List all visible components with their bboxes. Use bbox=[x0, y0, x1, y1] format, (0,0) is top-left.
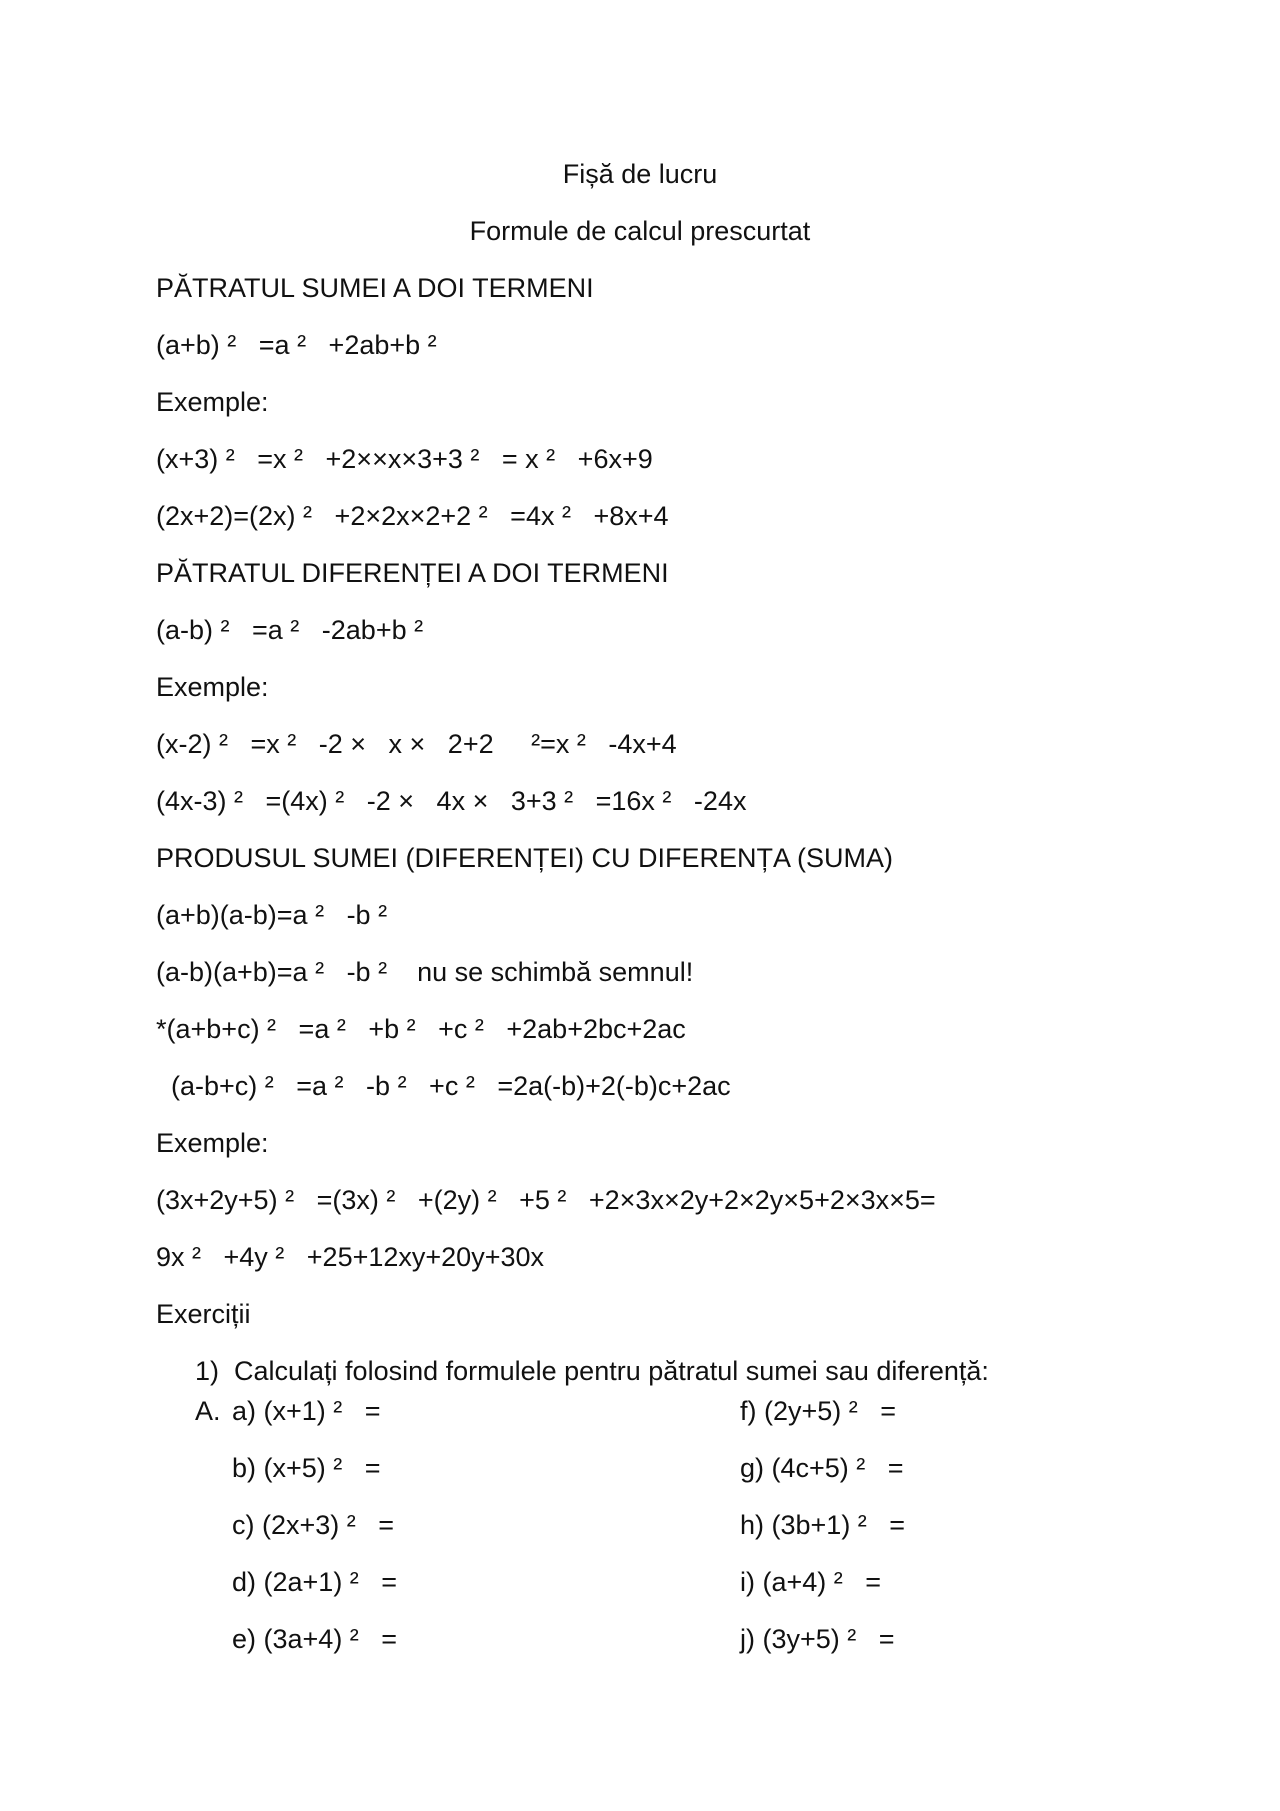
section-heading-product: PRODUSUL SUMEI (DIFERENȚEI) CU DIFERENȚA (SUMA) bbox=[156, 843, 894, 873]
example-line: (x-2) ² =x ² -2 × x × 2+2 ²=x ² -4x+4 bbox=[156, 729, 677, 759]
formula-square-difference: (a-b) ² =a ² -2ab+b ² bbox=[156, 615, 424, 645]
exercise-item: b) (x+5) ² = bbox=[232, 1453, 381, 1483]
exercise-item: e) (3a+4) ² = bbox=[232, 1624, 398, 1654]
formula-trinomial-square: *(a+b+c) ² =a ² +b ² +c ² +2ab+2bc+2ac bbox=[156, 1014, 686, 1044]
exercise-item: d) (2a+1) ² = bbox=[232, 1567, 398, 1597]
example-line: (4x-3) ² =(4x) ² -2 × 4x × 3+3 ² =16x ² -24x bbox=[156, 786, 747, 816]
formula-product-note: (a-b)(a+b)=a ² -b ² nu se schimbă semnul! bbox=[156, 957, 694, 987]
example-line: (x+3) ² =x ² +2××x×3+3 ² = x ² +6x+9 bbox=[156, 444, 653, 474]
examples-label: Exemple: bbox=[156, 672, 269, 702]
exercise-item: f) (2y+5) ² = bbox=[740, 1396, 897, 1426]
exercise-item: c) (2x+3) ² = bbox=[232, 1510, 395, 1540]
formula-product: (a+b)(a-b)=a ² -b ² bbox=[156, 900, 388, 930]
formula-trinomial-square: (a-b+c) ² =a ² -b ² +c ² =2a(-b)+2(-b)c+2ac bbox=[156, 1071, 731, 1101]
page-title: Fișă de lucru bbox=[562, 159, 718, 189]
exercises-heading: Exerciții bbox=[156, 1299, 251, 1329]
exercise-item: j) (3y+5) ² = bbox=[740, 1624, 895, 1654]
examples-label: Exemple: bbox=[156, 1128, 269, 1158]
section-heading-square-sum: PĂTRATUL SUMEI A DOI TERMENI bbox=[156, 273, 594, 303]
section-heading-square-difference: PĂTRATUL DIFERENȚEI A DOI TERMENI bbox=[156, 558, 669, 588]
example-line: 9x ² +4y ² +25+12xy+20y+30x bbox=[156, 1242, 544, 1272]
exercise-instruction: 1) Calculați folosind formulele pentru pătratul sumei sau diferență: bbox=[195, 1356, 989, 1386]
examples-label: Exemple: bbox=[156, 387, 269, 417]
formula-square-sum: (a+b) ² =a ² +2ab+b ² bbox=[156, 330, 437, 360]
exercise-item: i) (a+4) ² = bbox=[740, 1567, 882, 1597]
exercise-item: a) (x+1) ² = bbox=[232, 1396, 381, 1426]
exercise-item: h) (3b+1) ² = bbox=[740, 1510, 906, 1540]
exercise-item: g) (4c+5) ² = bbox=[740, 1453, 904, 1483]
example-line: (3x+2y+5) ² =(3x) ² +(2y) ² +5 ² +2×3x×2y+2×2y×5+2×3x×5= bbox=[156, 1185, 936, 1215]
exercise-section-label: A. bbox=[195, 1396, 221, 1426]
example-line: (2x+2)=(2x) ² +2×2x×2+2 ² =4x ² +8x+4 bbox=[156, 501, 669, 531]
page-subtitle: Formule de calcul prescurtat bbox=[469, 216, 811, 246]
